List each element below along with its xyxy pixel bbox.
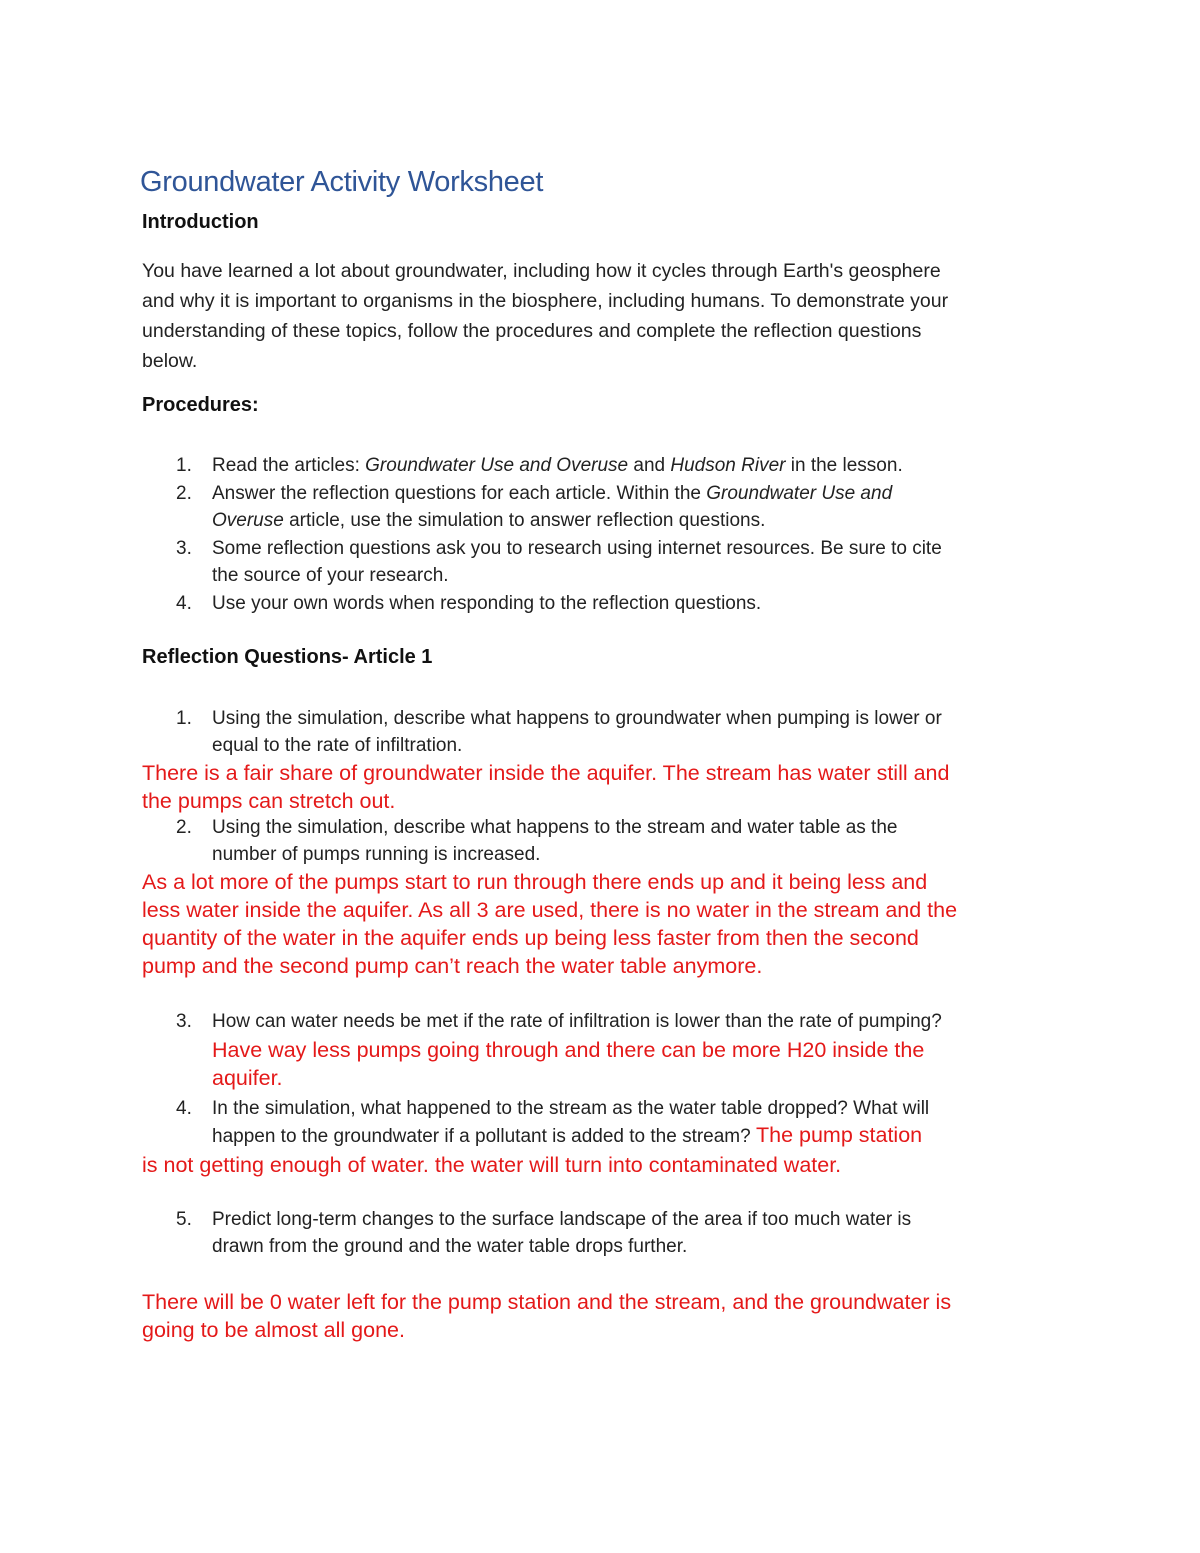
list-number: 5.: [176, 1209, 192, 1230]
question-text: Using the simulation, describe what happens to the stream and water table as the number of pumps running is increased.: [212, 817, 898, 865]
answer-text: is not getting enough of water. the water will turn into contaminated water.: [142, 1153, 842, 1177]
list-number: 4.: [176, 593, 192, 614]
answer-text: As a lot more of the pumps start to run through there ends up and it being less and less water inside the aquifer. As all 3 are used, there is no water in the stream and the quantity of the water in the aquifer ends up being less faster from then the second pump and the second pump can’t reach the water table anymore.: [142, 870, 958, 978]
intro-line: below.: [142, 350, 198, 372]
question-text: Predict long-term changes to the surface landscape of the area if too much water is drawn from the ground and the water table drops further.: [212, 1209, 912, 1257]
intro-line: You have learned a lot about groundwater, including how it cycles through Earth's geosphere: [142, 260, 941, 282]
answer-text: There is a fair share of groundwater inside the aquifer. The stream has water still and the pumps can stretch out.: [142, 761, 950, 813]
list-number: 1.: [176, 455, 192, 476]
list-number: 2.: [176, 483, 192, 504]
answer-text: There will be 0 water left for the pump station and the stream, and the groundwater is going to be almost all gone.: [142, 1290, 952, 1342]
question-text: How can water needs be met if the rate of infiltration is lower than the rate of pumping?: [212, 1011, 942, 1032]
answer-text: Have way less pumps going through and there can be more H20 inside the aquifer.: [212, 1038, 925, 1090]
question-text: In the simulation, what happened to the stream as the water table dropped? What will happen to the groundwater if a pollutant is added to the stream? The pump station: [212, 1098, 930, 1147]
article-title: Hudson River: [670, 455, 786, 476]
list-number: 3.: [176, 1011, 192, 1032]
list-number: 1.: [176, 708, 192, 729]
intro-line: understanding of these topics, follow the procedures and complete the reflection questions: [142, 320, 922, 342]
intro-line: and why it is important to organisms in the biosphere, including humans. To demonstrate your: [142, 290, 949, 312]
list-number: 4.: [176, 1098, 192, 1119]
procedure-text: Read the articles: Groundwater Use and Overuse and Hudson River in the lesson.: [212, 455, 903, 476]
procedure-text: Answer the reflection questions for each article. Within the Groundwater Use and Overuse article, use the simulation to answer reflection questions.: [212, 483, 893, 531]
article-title: Groundwater Use and Overuse: [365, 455, 629, 476]
reflection-heading: Reflection Questions- Article 1: [142, 646, 433, 668]
question-text: Using the simulation, describe what happens to groundwater when pumping is lower or equal to the rate of infiltration.: [212, 708, 942, 756]
list-number: 2.: [176, 817, 192, 838]
article-title: Groundwater Use and: [706, 483, 893, 504]
answer-text: The pump station: [755, 1123, 923, 1147]
intro-heading: Introduction: [142, 211, 259, 233]
procedure-text: Use your own words when responding to the reflection questions.: [212, 593, 762, 614]
list-number: 3.: [176, 538, 192, 559]
page-title: Groundwater Activity Worksheet: [140, 166, 544, 198]
procedure-text: Some reflection questions ask you to research using internet resources. Be sure to cite the source of your research.: [212, 538, 942, 586]
procedures-heading: Procedures:: [142, 394, 259, 416]
intro-paragraph: [142, 256, 1062, 376]
article-title: Overuse: [212, 510, 284, 531]
